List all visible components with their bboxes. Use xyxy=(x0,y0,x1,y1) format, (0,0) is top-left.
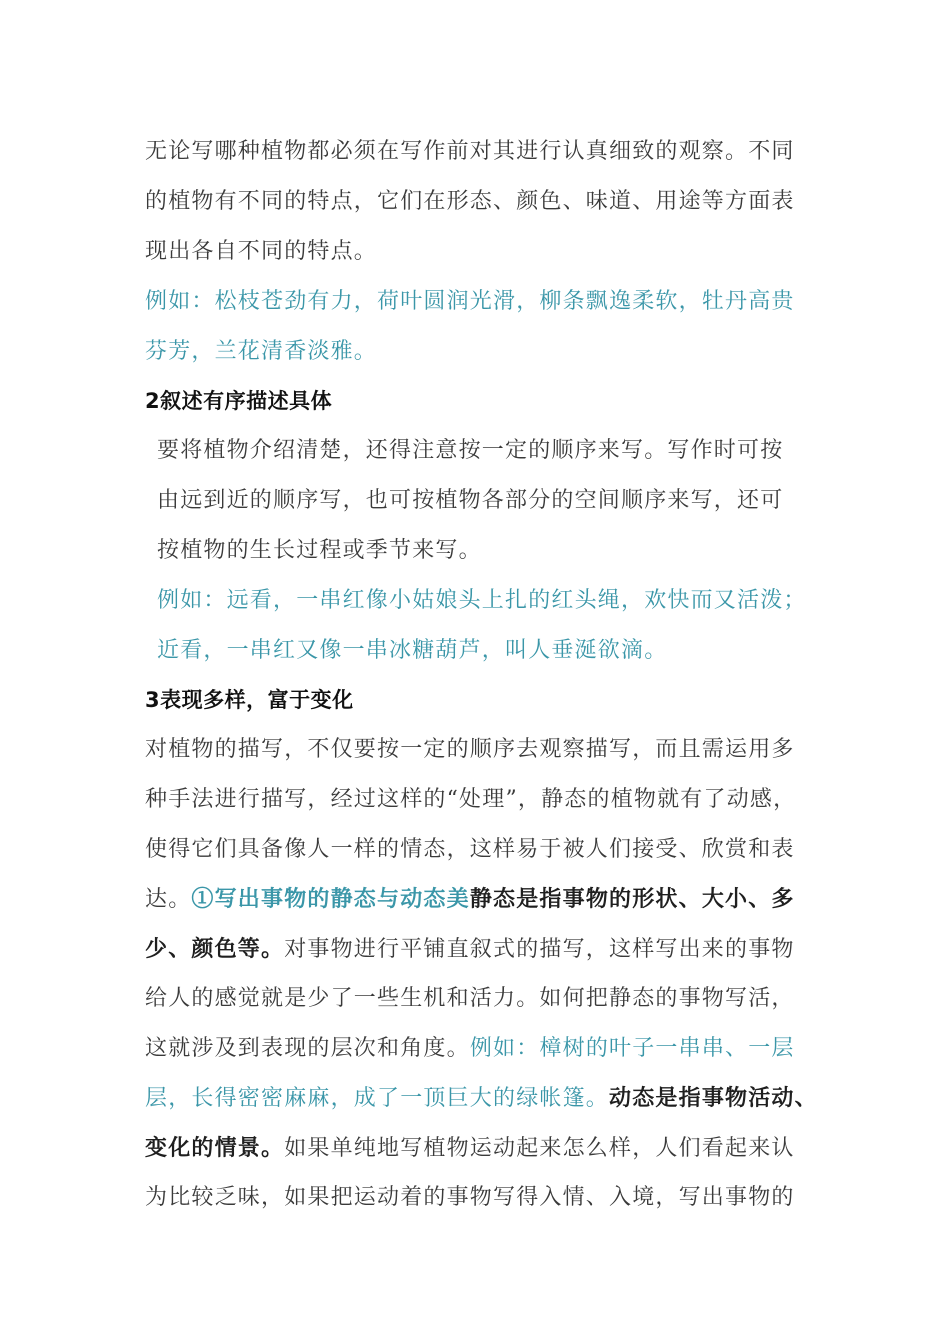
paragraph-line: 由远到近的顺序写，也可按植物各部分的空间顺序来写，还可 xyxy=(157,488,784,513)
paragraph-line: 无论写哪种植物都必须在写作前对其进行认真细致的观察。不同 xyxy=(145,139,795,164)
paragraph-line xyxy=(145,884,795,914)
text-span: 这就涉及到表现的层次和角度。 xyxy=(145,1036,470,1061)
paragraph-line: 对植物的描写，不仅要按一定的顺序去观察描写，而且需运用多 xyxy=(145,737,795,762)
bold-definition: 动态是指事物活动、 xyxy=(609,1085,818,1111)
section-heading: 2叙述有序描述具体 xyxy=(145,389,333,413)
section-heading: 3表现多样，富于变化 xyxy=(145,688,354,712)
example-line: 例如：远看，一串红像小姑娘头上扎的红头绳，欢快而又活泼； xyxy=(157,588,807,613)
paragraph-line: 要将植物介绍清楚，还得注意按一定的顺序来写。写作时可按 xyxy=(157,438,784,463)
example-line: 芬芳，兰花清香淡雅。 xyxy=(145,339,378,364)
example-span: 层，长得密密麻麻，成了一顶巨大的绿帐篷。 xyxy=(145,1086,610,1111)
paragraph-line xyxy=(145,934,795,964)
example-span: 例如：樟树的叶子一串串、一层 xyxy=(469,1036,795,1061)
text-span: 对事物进行平铺直叙式的描写，这样写出来的事物 xyxy=(284,937,795,962)
paragraph-line: 种手法进行描写，经过这样的“处理”，静态的植物就有了动感， xyxy=(145,787,797,812)
paragraph-line: 现出各自不同的特点。 xyxy=(145,239,378,264)
subheading-static-dynamic: ①写出事物的静态与动态美 xyxy=(191,886,470,912)
text-span: 达。 xyxy=(145,887,192,912)
paragraph-line xyxy=(145,1083,818,1113)
paragraph-line: 为比较乏味，如果把运动着的事物写得入情、入境，写出事物的 xyxy=(145,1185,795,1210)
example-line: 例如：松枝苍劲有力，荷叶圆润光滑，柳条飘逸柔软，牡丹高贵 xyxy=(145,289,795,314)
bold-definition: 静态是指事物的形状、大小、多 xyxy=(469,886,795,912)
paragraph-line xyxy=(145,1034,795,1064)
paragraph-line: 按植物的生长过程或季节来写。 xyxy=(157,538,482,563)
example-line: 近看，一串红又像一串冰糖葫芦，叫人垂涎欲滴。 xyxy=(157,638,668,663)
paragraph-line: 的植物有不同的特点，它们在形态、颜色、味道、用途等方面表 xyxy=(145,189,795,214)
bold-definition: 变化的情景。 xyxy=(145,1135,285,1161)
paragraph-line xyxy=(145,1133,795,1163)
paragraph-line: 给人的感觉就是少了一些生机和活力。如何把静态的事物写活， xyxy=(145,986,795,1011)
bold-definition: 少、颜色等。 xyxy=(145,936,285,962)
paragraph-line: 使得它们具备像人一样的情态，这样易于被人们接受、欣赏和表 xyxy=(145,837,795,862)
text-span: 如果单纯地写植物运动起来怎么样，人们看起来认 xyxy=(284,1136,795,1161)
